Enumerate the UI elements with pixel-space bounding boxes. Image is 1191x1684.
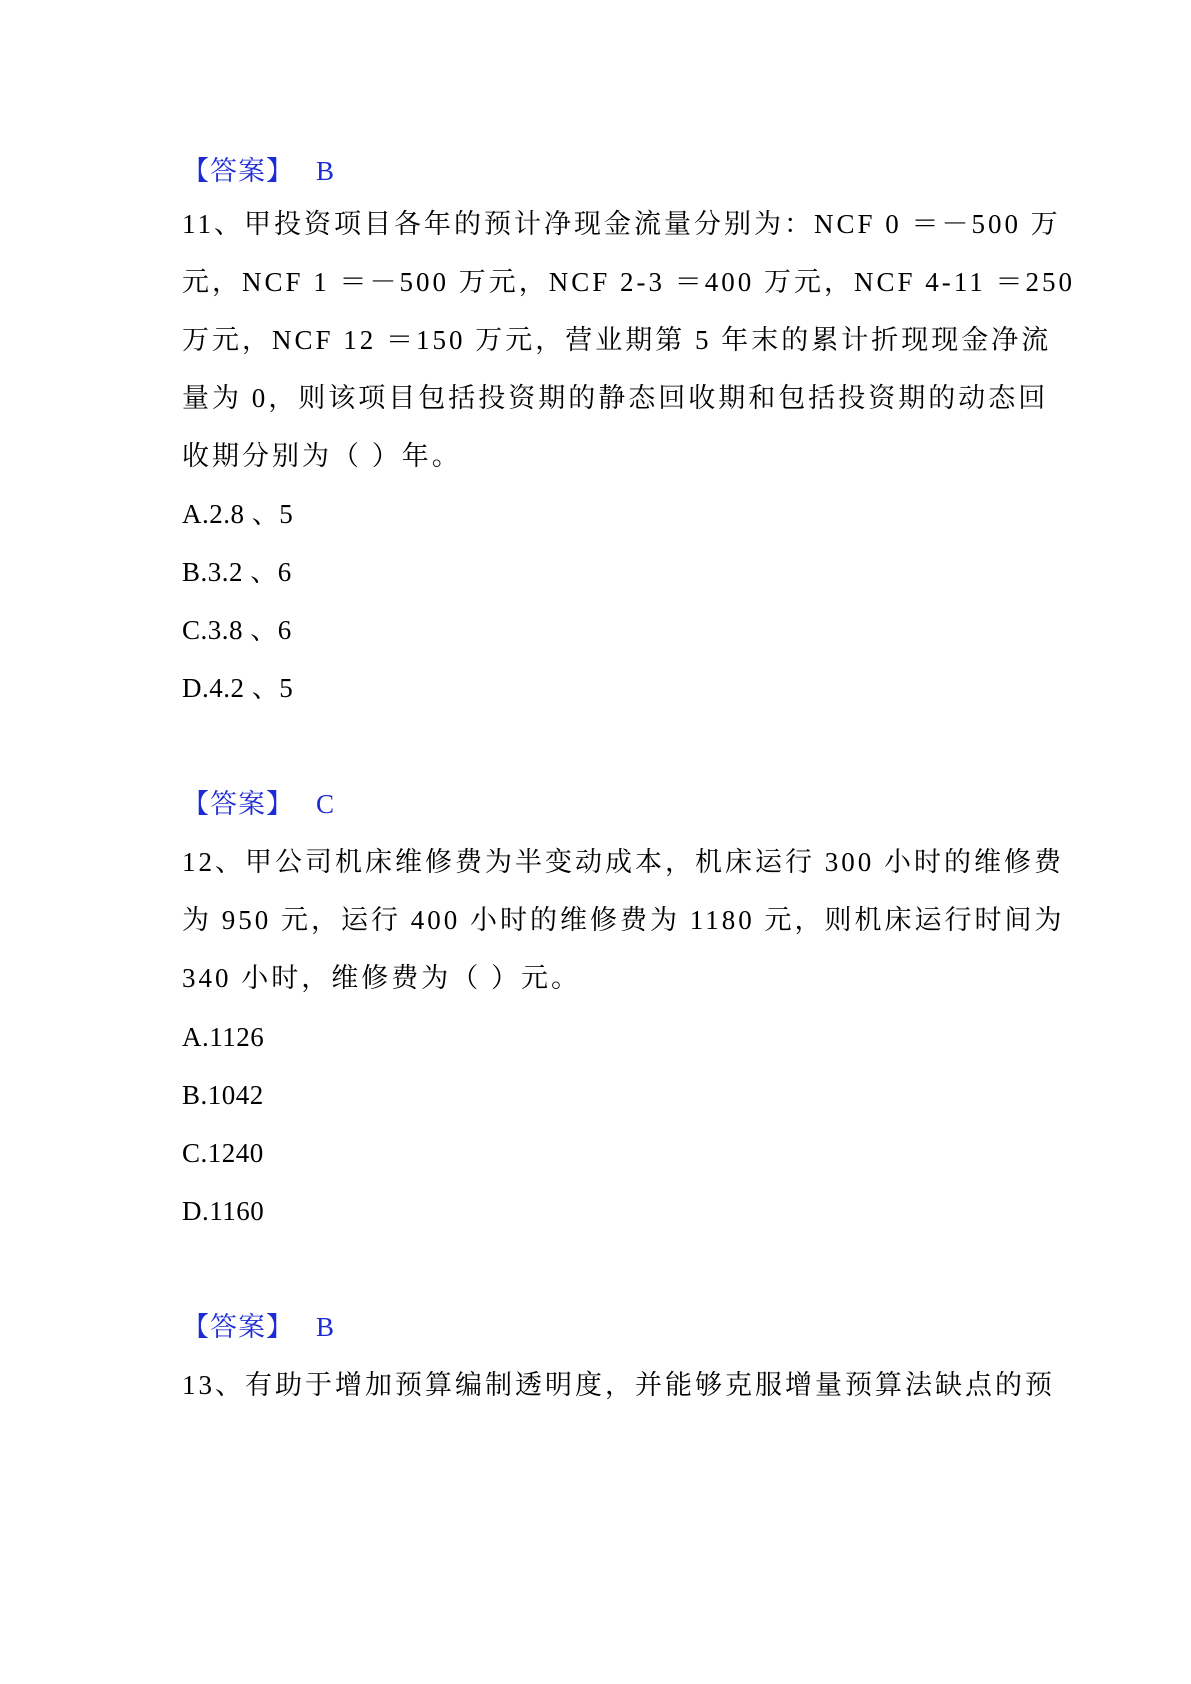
answer-label: 【答案】 bbox=[182, 789, 294, 819]
question-line: 为 950 元，运行 400 小时的维修费为 1180 元，则机床运行时间为 bbox=[182, 905, 1065, 935]
document-page bbox=[182, 0, 1076, 1684]
option-c: C.3.8 、6 bbox=[182, 615, 292, 645]
option-d: D.1160 bbox=[182, 1196, 265, 1226]
option-d: D.4.2 、5 bbox=[182, 673, 294, 703]
option-a: A.1126 bbox=[182, 1022, 265, 1052]
answer-line bbox=[182, 153, 335, 189]
answer-line bbox=[182, 786, 335, 822]
answer-value: C bbox=[316, 789, 336, 819]
question-line: 元，NCF 1 ＝－500 万元，NCF 2-3 ＝400 万元，NCF 4-11 ＝250 bbox=[182, 267, 1076, 297]
question-line: 万元，NCF 12 ＝150 万元，营业期第 5 年末的累计折现现金净流 bbox=[182, 325, 1052, 355]
answer-value: B bbox=[316, 1312, 336, 1342]
option-a: A.2.8 、5 bbox=[182, 499, 294, 529]
option-b: B.1042 bbox=[182, 1080, 264, 1110]
answer-line bbox=[182, 1309, 335, 1345]
question-line: 量为 0，则该项目包括投资期的静态回收期和包括投资期的动态回 bbox=[182, 383, 1049, 413]
question-line: 340 小时，维修费为（ ）元。 bbox=[182, 963, 581, 993]
question-line: 收期分别为（ ）年。 bbox=[182, 441, 462, 471]
answer-label: 【答案】 bbox=[182, 156, 294, 186]
question-line: 12、甲公司机床维修费为半变动成本，机床运行 300 小时的维修费 bbox=[182, 847, 1064, 877]
question-line: 13、有助于增加预算编制透明度，并能够克服增量预算法缺点的预 bbox=[182, 1370, 1055, 1400]
option-b: B.3.2 、6 bbox=[182, 557, 292, 587]
question-line: 11、甲投资项目各年的预计净现金流量分别为：NCF 0 ＝－500 万 bbox=[182, 209, 1061, 239]
option-c: C.1240 bbox=[182, 1138, 264, 1168]
answer-label: 【答案】 bbox=[182, 1312, 294, 1342]
answer-value: B bbox=[316, 156, 336, 186]
